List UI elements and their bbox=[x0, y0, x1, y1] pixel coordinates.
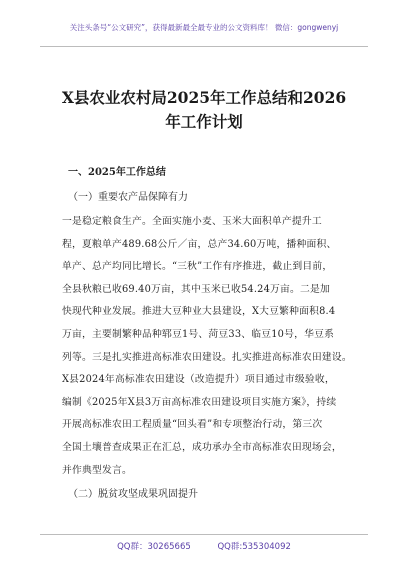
paragraph-line: 列等。三是扎实推进高标准农田建设。扎实推进高标准农田建设。 bbox=[62, 351, 352, 363]
title-line-1: X县农业农村局2025年工作总结和2026 bbox=[61, 88, 347, 107]
paragraph-line: 快现代种业发展。推进大豆种业大县建设，X大豆繁种面积8.4 bbox=[62, 306, 336, 318]
footer-qq-group-1: QQ群：30265665 bbox=[117, 542, 191, 552]
header-note: 关注头条号“公文研究”，获得最新最全最专业的公文资料库！ 微信：gongwenyj bbox=[69, 23, 339, 32]
paragraph-line: 开展高标准农田工程质量“回头看”和专项整治行动，第三次 bbox=[62, 419, 323, 431]
paragraph-line: X县2024年高标准农田建设（改造提升）项目通过市级验收， bbox=[62, 374, 335, 386]
paragraph-line: 编制《2025年X县3万亩高标准农田建设项目实施方案》，持续 bbox=[62, 396, 337, 408]
document-title bbox=[40, 86, 368, 134]
subsection-heading-2: （二）脱贫攻坚成果巩固提升 bbox=[68, 489, 198, 500]
footer-qq-group-2: QQ群:535304092 bbox=[217, 542, 291, 552]
footer bbox=[0, 540, 408, 552]
footer-divider bbox=[40, 534, 368, 535]
title-line-2: 年工作计划 bbox=[165, 112, 243, 131]
paragraph-line: 并作典型发言。 bbox=[62, 464, 132, 476]
paragraph-line: 一是稳定粮食生产。全面实施小麦、玉米大面积单产提升工 bbox=[62, 216, 322, 227]
subsection-heading-1: （一）重要农产品保障有力 bbox=[68, 192, 188, 203]
section-heading: 一、2025年工作总结 bbox=[68, 167, 166, 178]
header-divider bbox=[40, 46, 368, 47]
paragraph-line: 单产、总产均同比增长。“三秋”工作有序推进，截止到目前， bbox=[62, 261, 333, 273]
paragraph-line: 万亩，主要制繁种品种郓豆1号、菏豆33、临豆10号，华豆系 bbox=[62, 328, 335, 340]
paragraph-line: 全国土壤普查成果正在汇总，成功承办全市高标准农田现场会， bbox=[62, 441, 342, 453]
paragraph-line: 程，夏粮单产489.68公斤／亩，总产34.60万吨，播种面积、 bbox=[62, 238, 337, 250]
body-paragraph bbox=[62, 211, 352, 482]
paragraph-line: 全县秋粮已收69.40万亩，其中玉米已收54.24万亩。二是加 bbox=[62, 283, 331, 295]
